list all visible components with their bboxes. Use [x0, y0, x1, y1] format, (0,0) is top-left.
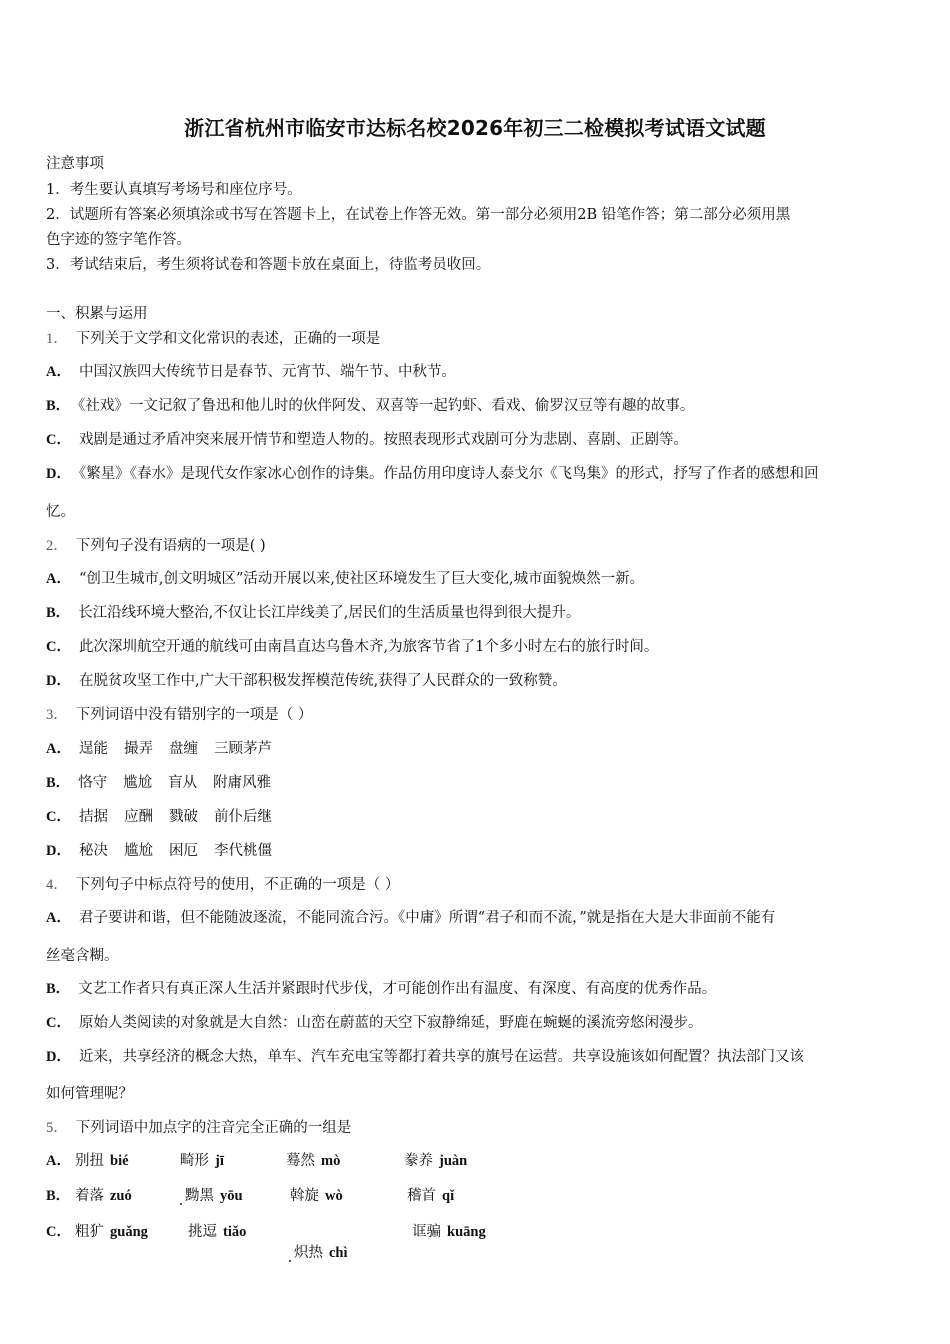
q2-stem: [46, 534, 266, 555]
q2-stem-text: 下列句子没有语病的一项是( ): [75, 538, 266, 554]
notice-item-2: 2．试题所有答案必须填涂或书写在答题卡上，在试卷上作答无效。第一部分必须用2B 铅笔作答；第二部分必须用黑: [46, 207, 791, 223]
label-a: A．: [46, 910, 71, 926]
q4-option-a-cont: 丝毫含糊。: [46, 948, 119, 964]
pinyin: kuāng: [447, 1224, 486, 1240]
label-c: C．: [46, 809, 71, 825]
q5-stem: [46, 1116, 351, 1137]
q2-number: 2．: [46, 538, 68, 554]
label-c: C．: [46, 432, 71, 448]
q2-option-b: [46, 601, 580, 622]
q2-option-c: [46, 635, 658, 656]
label-d: D．: [46, 1049, 71, 1065]
word: 黝黑: [185, 1188, 214, 1204]
page-title: 浙江省杭州市临安市达标名校2026年初三二检模拟考试语文试题: [184, 116, 766, 140]
q4-d-text: 近来，共享经济的概念大热，单车、汽车充电宝等都打着共享的旗号在运营。共享设施该如何配置？执法部门又该: [78, 1049, 804, 1065]
q5-c-item-1: [75, 1220, 148, 1241]
q5-a-item-3: [286, 1149, 340, 1170]
word: 前仆后继: [213, 809, 272, 825]
q4-c-text: 原始人类阅读的对象就是大自然：山峦在蔚蓝的天空下寂静绵延，野鹿在蜿蜒的溪流旁悠闲漫步。: [78, 1015, 703, 1031]
q2-option-a: [46, 567, 644, 588]
pinyin: jī: [215, 1153, 224, 1169]
word: 三顾茅芦: [213, 741, 272, 757]
notice-item-1: 1．考生要认真填写考场号和座位序号。: [46, 182, 302, 198]
q5-b-item-4: [407, 1184, 454, 1205]
pinyin: tiǎo: [223, 1224, 247, 1240]
word: 困厄: [168, 843, 198, 859]
q4-a-text: 君子要讲和谐，但不能随波逐流，不能同流合污。《中庸》所谓“君子和而不流，”就是指在大是大非面前不能有: [78, 910, 776, 926]
label-c: C．: [46, 639, 71, 655]
word: 盲从: [168, 775, 198, 791]
notice-item-3: 3．考试结束后，考生须将试卷和答题卡放在桌面上，待监考员收回。: [46, 257, 491, 273]
word: 蓦然: [286, 1153, 315, 1169]
q4-option-c: [46, 1011, 702, 1032]
label-a: A．: [46, 364, 71, 380]
pinyin: wò: [325, 1188, 343, 1204]
word: 畸形: [180, 1153, 209, 1169]
q4-option-b: [46, 977, 716, 998]
q4-number: 4．: [46, 877, 68, 893]
q2-a-text: “创卫生城市,创文明城区”活动开展以来,使社区环境发生了巨大变化,城市面貌焕然一新。: [78, 571, 645, 587]
pinyin: chì: [329, 1245, 348, 1261]
label-d: D．: [46, 843, 71, 859]
q1-d-text: 《繁星》《春水》是现代女作家冰心创作的诗集。作品仿用印度诗人泰戈尔《飞鸟集》的形式，抒写了作者的感想和回: [78, 466, 819, 482]
q3-stem: [46, 703, 312, 724]
q2-b-text: 长江沿线环境大整治,不仅让长江岸线美了,居民们的生活质量也得到很大提升。: [78, 605, 581, 621]
q2-option-d: [46, 669, 567, 690]
word: 逞能: [78, 741, 108, 757]
q3-option-b: [46, 771, 287, 792]
word: 诓骗: [412, 1224, 441, 1240]
q5-stem-text: 下列词语中加点字的注音完全正确的一组是: [75, 1120, 352, 1136]
q1-option-a: [46, 360, 456, 381]
label-d: D．: [46, 466, 71, 482]
q5-b-item-3: [290, 1184, 343, 1205]
word: 尴尬: [123, 775, 153, 791]
label-b: B．: [46, 981, 71, 997]
word: 稽首: [407, 1188, 436, 1204]
q1-option-b: [46, 394, 694, 415]
label-a: A．: [46, 571, 71, 587]
label-b: B．: [46, 398, 71, 414]
label-a: A．: [46, 741, 71, 757]
q3-option-a: [46, 737, 288, 758]
q3-option-d: [46, 839, 288, 860]
pinyin: mò: [321, 1153, 341, 1169]
pinyin: bié: [110, 1153, 129, 1169]
pinyin: qǐ: [442, 1188, 455, 1204]
word: 盘缠: [168, 741, 198, 757]
pinyin: guǎng: [110, 1224, 148, 1240]
q4-option-d-cont: 如何管理呢？: [46, 1086, 133, 1102]
q1-option-c: [46, 428, 688, 449]
word: 恪守: [78, 775, 108, 791]
word: 别扭: [75, 1153, 104, 1169]
word: 斡旋: [290, 1188, 319, 1204]
label-b: B．: [46, 1188, 71, 1204]
word: 应酬: [123, 809, 153, 825]
q1-number: 1．: [46, 331, 68, 347]
q5-c-item-3: [294, 1241, 950, 1262]
word: 李代桃僵: [213, 843, 272, 859]
word: 秘决: [78, 843, 108, 859]
q1-stem: [46, 327, 380, 348]
q5-a-item-2: [180, 1149, 224, 1170]
q1-stem-text: 下列关于文学和文化常识的表述，正确的一项是: [75, 331, 381, 347]
q1-option-d-cont: 忆。: [46, 504, 75, 520]
label-a: A．: [46, 1153, 71, 1169]
q2-c-text: 此次深圳航空开通的航线可由南昌直达乌鲁木齐,为旅客节省了1个多小时左右的旅行时间。: [78, 639, 659, 655]
q5-option-b-label: [46, 1184, 78, 1205]
word: 拮据: [78, 809, 108, 825]
label-b: B．: [46, 605, 71, 621]
q4-stem: [46, 873, 399, 894]
word: 着落: [75, 1188, 104, 1204]
pinyin: yōu: [220, 1188, 243, 1204]
q3-number: 3．: [46, 707, 68, 723]
label-d: D．: [46, 673, 71, 689]
word: 粗犷: [75, 1224, 104, 1240]
q3-stem-text: 下列词语中没有错别字的一项是（ ）: [75, 707, 313, 723]
word: 附庸风雅: [213, 775, 272, 791]
notice-item-2-cont: 色字迹的签字笔作答。: [46, 232, 191, 248]
word: 炽热: [294, 1245, 323, 1261]
word: 撮弄: [123, 741, 153, 757]
q4-b-text: 文艺工作者只有真正深人生活并紧跟时代步伐，才可能创作出有温度、有深度、有高度的优秀作品。: [78, 981, 717, 997]
q4-stem-text: 下列句子中标点符号的使用，不正确的一项是（ ）: [75, 877, 400, 893]
q5-c-item-2: [188, 1220, 246, 1241]
q5-c-item-4: [412, 1220, 486, 1241]
section-heading: 一、积累与运用: [46, 306, 148, 322]
q1-option-d: [46, 462, 818, 483]
pinyin: juàn: [439, 1153, 468, 1169]
q5-a-item-1: [75, 1149, 129, 1170]
q4-option-a: [46, 906, 775, 927]
q5-number: 5．: [46, 1120, 68, 1136]
label-b: B．: [46, 775, 71, 791]
q5-a-item-4: [404, 1149, 467, 1170]
q1-a-text: 中国汉族四大传统节日是春节、元宵节、端午节、中秋节。: [78, 364, 456, 380]
q2-d-text: 在脱贫攻坚工作中,广大干部积极发挥模范传统,获得了人民群众的一致称赞。: [78, 673, 567, 689]
q1-c-text: 戏剧是通过矛盾冲突来展开情节和塑造人物的。按照表现形式戏剧可分为悲剧、喜剧、正剧等。: [78, 432, 688, 448]
notice-heading: 注意事项: [46, 156, 104, 172]
word: 豢养: [404, 1153, 433, 1169]
pinyin: zuó: [110, 1188, 132, 1204]
word: 戮破: [168, 809, 198, 825]
q1-b-text: 《社戏》一文记叙了鲁迅和他儿时的伙伴阿发、双喜等一起钓虾、看戏、偷罗汉豆等有趣的故事。: [78, 398, 695, 414]
q3-option-c: [46, 805, 288, 826]
q5-b-item-1: [75, 1184, 132, 1205]
q4-option-d: [46, 1045, 804, 1066]
label-c: C．: [46, 1224, 71, 1240]
label-c: C．: [46, 1015, 71, 1031]
word: 挑逗: [188, 1224, 217, 1240]
word: 尴尬: [123, 843, 153, 859]
